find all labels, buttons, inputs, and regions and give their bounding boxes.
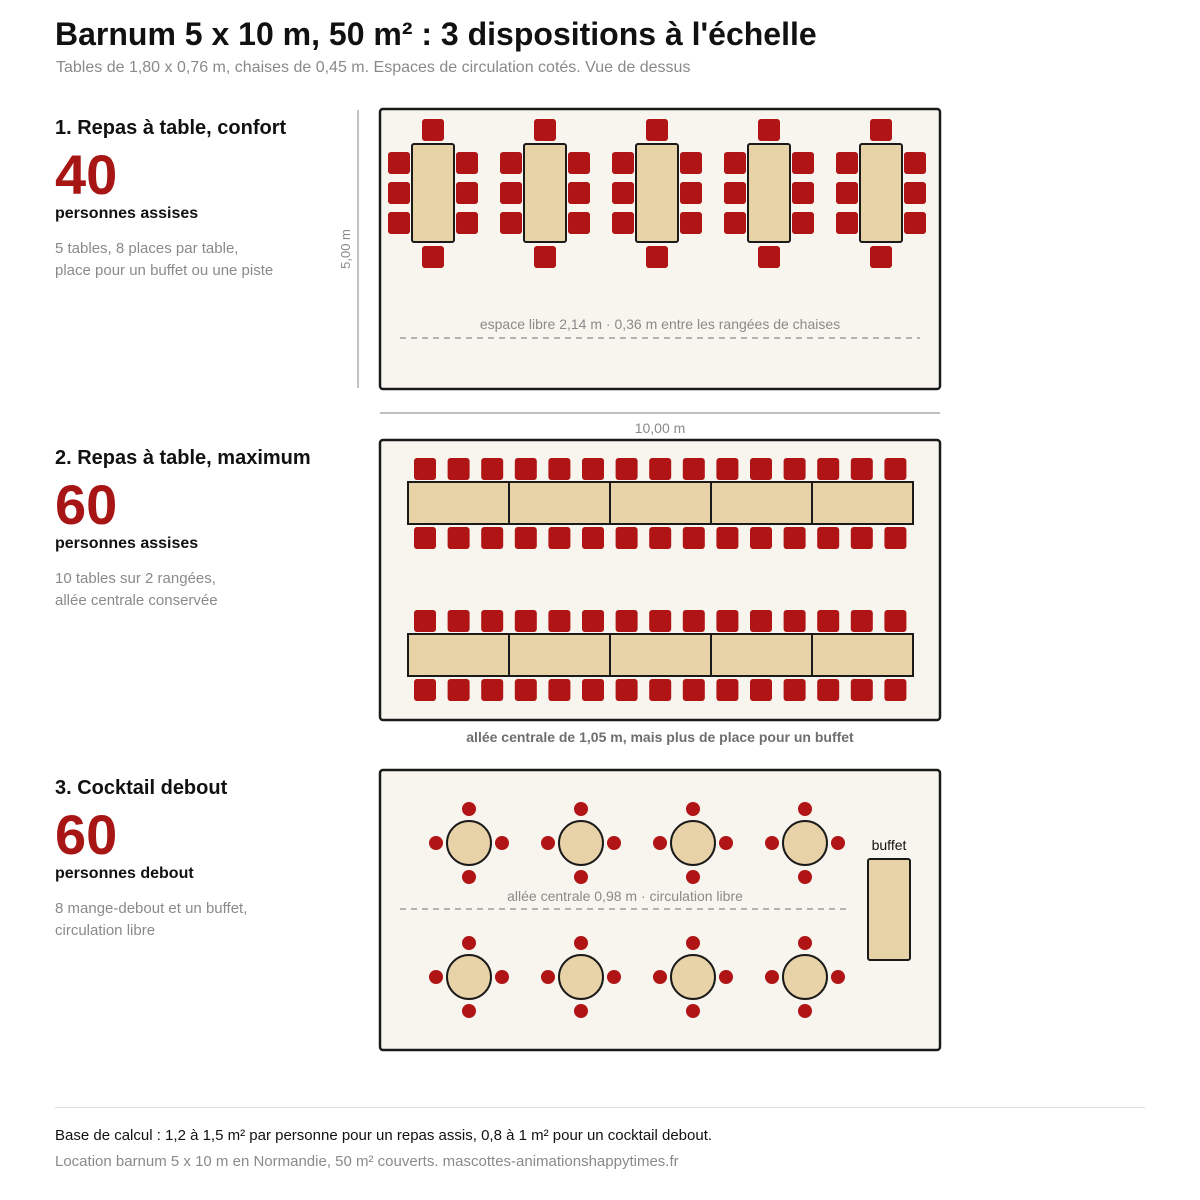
chair xyxy=(456,212,478,234)
chair xyxy=(870,246,892,268)
standing-guest xyxy=(462,1004,476,1018)
chair xyxy=(582,679,604,701)
chair xyxy=(646,246,668,268)
standing-guest xyxy=(462,802,476,816)
standing-guest xyxy=(831,970,845,984)
chair xyxy=(716,458,738,480)
dining-table xyxy=(408,634,509,676)
dining-table xyxy=(812,482,913,524)
standing-guest xyxy=(607,970,621,984)
chair xyxy=(616,610,638,632)
layout-3-title: 3. Cocktail debout xyxy=(55,777,228,799)
chair xyxy=(724,182,746,204)
chair xyxy=(817,527,839,549)
chair xyxy=(414,679,436,701)
chair xyxy=(716,527,738,549)
standing-guest xyxy=(798,870,812,884)
chair xyxy=(481,527,503,549)
high-table xyxy=(783,821,827,865)
chair xyxy=(792,182,814,204)
standing-guest xyxy=(574,936,588,950)
chair xyxy=(548,610,570,632)
chair xyxy=(683,527,705,549)
chair xyxy=(716,610,738,632)
chair xyxy=(481,458,503,480)
chair xyxy=(784,458,806,480)
chair xyxy=(649,458,671,480)
chair xyxy=(750,679,772,701)
dining-table xyxy=(610,482,711,524)
standing-guest xyxy=(798,1004,812,1018)
standing-guest xyxy=(653,836,667,850)
chair xyxy=(568,152,590,174)
standing-guest xyxy=(495,970,509,984)
standing-guest xyxy=(831,836,845,850)
layout-3-unit: personnes debout xyxy=(55,865,194,882)
chair xyxy=(884,610,906,632)
dining-table xyxy=(509,482,610,524)
chair xyxy=(646,119,668,141)
plan-2-annotation: allée centrale de 1,05 m, mais plus de place pour un buffet xyxy=(466,729,854,745)
chair xyxy=(683,458,705,480)
chair xyxy=(481,679,503,701)
chair xyxy=(904,182,926,204)
chair xyxy=(448,610,470,632)
layout-1-desc-line: 5 tables, 8 places par table, xyxy=(55,240,239,257)
standing-guest xyxy=(495,836,509,850)
chair xyxy=(548,527,570,549)
chair xyxy=(683,610,705,632)
chair xyxy=(448,458,470,480)
chair xyxy=(616,527,638,549)
layout-2-title: 2. Repas à table, maximum xyxy=(55,447,311,469)
chair xyxy=(568,182,590,204)
chair xyxy=(851,610,873,632)
chair xyxy=(904,212,926,234)
dining-table xyxy=(610,634,711,676)
chair xyxy=(649,527,671,549)
chair xyxy=(649,679,671,701)
chair xyxy=(388,212,410,234)
standing-guest xyxy=(462,870,476,884)
chair xyxy=(456,182,478,204)
chair xyxy=(534,246,556,268)
dining-table xyxy=(711,482,812,524)
layout-3-count: 60 xyxy=(55,803,118,866)
plan-2 xyxy=(380,440,940,745)
chair xyxy=(784,527,806,549)
chair xyxy=(448,527,470,549)
chair xyxy=(616,679,638,701)
chair xyxy=(851,679,873,701)
high-table xyxy=(559,955,603,999)
depth-dimension-label: 5,00 m xyxy=(338,229,353,269)
chair xyxy=(548,458,570,480)
chair xyxy=(422,119,444,141)
chair xyxy=(500,152,522,174)
dining-table xyxy=(408,482,509,524)
layout-1-title: 1. Repas à table, confort xyxy=(55,117,287,139)
standing-guest xyxy=(541,836,555,850)
layout-1-count: 40 xyxy=(55,143,118,206)
chair xyxy=(515,610,537,632)
standing-guest xyxy=(686,1004,700,1018)
high-table xyxy=(783,955,827,999)
chair xyxy=(750,527,772,549)
chair xyxy=(456,152,478,174)
chair xyxy=(582,610,604,632)
chair xyxy=(680,182,702,204)
chair xyxy=(616,458,638,480)
footer-basis: Base de calcul : 1,2 à 1,5 m² par personne pour un repas assis, 0,8 à 1 m² pour un cocktail debout. xyxy=(55,1127,713,1144)
standing-guest xyxy=(686,936,700,950)
chair xyxy=(612,152,634,174)
chair xyxy=(792,212,814,234)
high-table xyxy=(447,821,491,865)
layout-2-unit: personnes assises xyxy=(55,535,199,552)
chair xyxy=(582,458,604,480)
dining-table xyxy=(524,144,566,242)
chair xyxy=(851,458,873,480)
chair xyxy=(750,610,772,632)
high-table xyxy=(671,955,715,999)
standing-guest xyxy=(798,936,812,950)
high-table xyxy=(559,821,603,865)
chair xyxy=(784,679,806,701)
chair xyxy=(817,610,839,632)
chair xyxy=(422,246,444,268)
chair xyxy=(817,679,839,701)
chair xyxy=(683,679,705,701)
layout-1-desc-line: place pour un buffet ou une piste xyxy=(55,262,274,279)
standing-guest xyxy=(686,802,700,816)
standing-guest xyxy=(574,870,588,884)
standing-guest xyxy=(719,836,733,850)
chair xyxy=(481,610,503,632)
footer-source: Location barnum 5 x 10 m en Normandie, 50 m² couverts. mascottes-animationshappytimes.fr xyxy=(55,1153,679,1170)
chair xyxy=(414,610,436,632)
dining-table xyxy=(509,634,610,676)
chair xyxy=(884,679,906,701)
standing-guest xyxy=(798,802,812,816)
width-dimension-label: 10,00 m xyxy=(634,420,686,436)
chair xyxy=(612,182,634,204)
standing-guest xyxy=(462,936,476,950)
dining-table xyxy=(636,144,678,242)
chair xyxy=(680,152,702,174)
chair xyxy=(414,458,436,480)
standing-guest xyxy=(574,802,588,816)
chair xyxy=(750,458,772,480)
chair xyxy=(836,182,858,204)
dining-table xyxy=(860,144,902,242)
chair xyxy=(904,152,926,174)
layout-3-desc-line: 8 mange-debout et un buffet, xyxy=(55,900,248,917)
chair xyxy=(680,212,702,234)
chair xyxy=(851,527,873,549)
high-table xyxy=(447,955,491,999)
standing-guest xyxy=(719,970,733,984)
standing-guest xyxy=(765,836,779,850)
page-title: Barnum 5 x 10 m, 50 m² : 3 dispositions à l'échelle xyxy=(55,16,817,52)
chair xyxy=(649,610,671,632)
chair xyxy=(758,246,780,268)
standing-guest xyxy=(429,836,443,850)
chair xyxy=(388,152,410,174)
layout-2-count: 60 xyxy=(55,473,118,536)
standing-guest xyxy=(653,970,667,984)
chair xyxy=(836,212,858,234)
chair xyxy=(884,527,906,549)
chair xyxy=(884,458,906,480)
chair xyxy=(534,119,556,141)
chair xyxy=(515,458,537,480)
chair xyxy=(758,119,780,141)
layout-1-unit: personnes assises xyxy=(55,205,199,222)
standing-guest xyxy=(574,1004,588,1018)
buffet-label: buffet xyxy=(871,837,907,853)
chair xyxy=(784,610,806,632)
chair xyxy=(388,182,410,204)
plan-1-annotation: espace libre 2,14 m · 0,36 m entre les rangées de chaises xyxy=(479,316,841,332)
standing-guest xyxy=(686,870,700,884)
chair xyxy=(582,527,604,549)
footer-divider xyxy=(55,1107,1145,1108)
plan-3 xyxy=(380,770,940,1050)
chair xyxy=(448,679,470,701)
chair xyxy=(817,458,839,480)
chair xyxy=(414,527,436,549)
chair xyxy=(724,212,746,234)
chair xyxy=(548,679,570,701)
chair xyxy=(568,212,590,234)
chair xyxy=(870,119,892,141)
standing-guest xyxy=(607,836,621,850)
chair xyxy=(515,679,537,701)
standing-guest xyxy=(541,970,555,984)
layout-2-desc-line: 10 tables sur 2 rangées, xyxy=(55,570,216,587)
buffet-table xyxy=(868,859,910,960)
plan-3-annotation: allée centrale 0,98 m · circulation libre xyxy=(507,888,743,904)
layout-2-desc-line: allée centrale conservée xyxy=(55,592,218,609)
plan-1 xyxy=(380,109,940,389)
layout-3-desc-line: circulation libre xyxy=(55,922,156,939)
chair xyxy=(724,152,746,174)
chair xyxy=(792,152,814,174)
chair xyxy=(716,679,738,701)
page-subtitle: Tables de 1,80 x 0,76 m, chaises de 0,45 m. Espaces de circulation cotés. Vue de dessus xyxy=(56,59,691,76)
chair xyxy=(515,527,537,549)
dining-table xyxy=(412,144,454,242)
standing-guest xyxy=(429,970,443,984)
dining-table xyxy=(711,634,812,676)
chair xyxy=(500,182,522,204)
chair xyxy=(836,152,858,174)
dining-table xyxy=(748,144,790,242)
chair xyxy=(612,212,634,234)
dining-table xyxy=(812,634,913,676)
high-table xyxy=(671,821,715,865)
chair xyxy=(500,212,522,234)
standing-guest xyxy=(765,970,779,984)
